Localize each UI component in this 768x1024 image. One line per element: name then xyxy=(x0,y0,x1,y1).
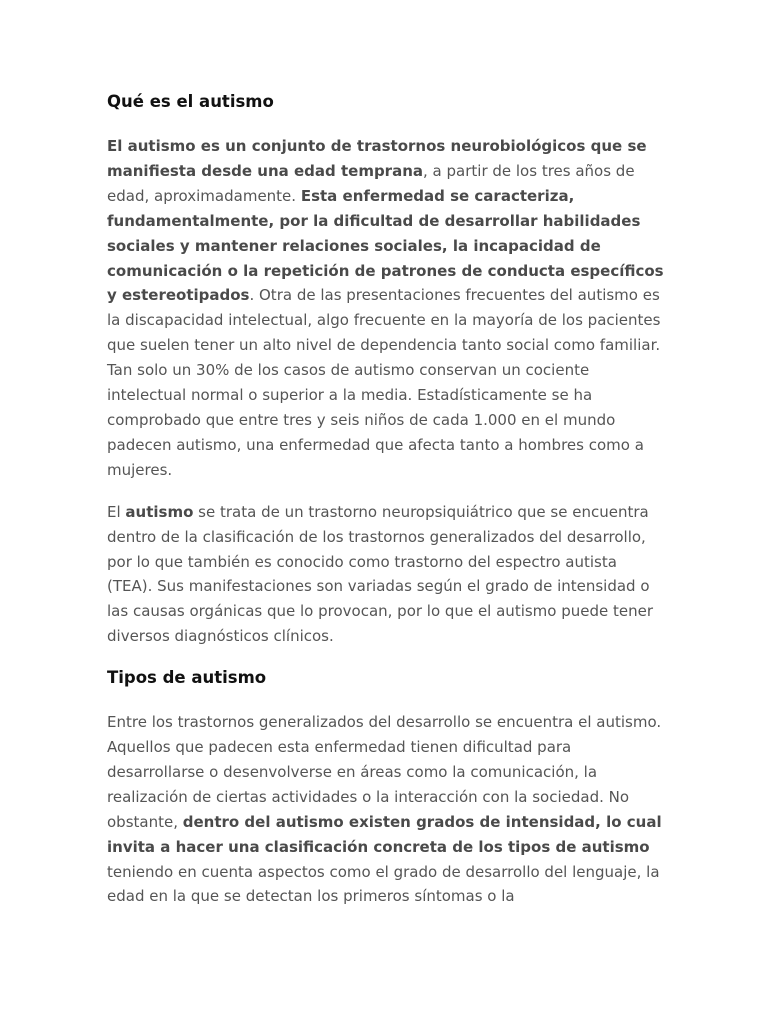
article xyxy=(107,90,667,926)
text-run: teniendo en cuenta aspectos como el grado de desarrollo del lenguaje, la edad en la que se detectan los primeros síntomas o la xyxy=(107,862,660,906)
text-run: Entre los trastornos generalizados del desarrollo se encuentra el autismo. Aquellos que padecen esta enfermedad tienen dificultad para desarrollarse o desenvolverse en áreas como la comunicación, la realización de ciertas actividades o la interacción con la sociedad. No obstante, xyxy=(107,713,662,831)
section-heading-tipos: Tipos de autismo xyxy=(107,668,267,688)
text-run: autismo xyxy=(125,502,194,521)
text-run: dentro del autismo existen grados de intensidad, lo cual invita a hacer una clasificación concreta de los tipos de autismo xyxy=(107,812,662,856)
text-run: El autismo es un conjunto de trastornos neurobiológicos que se manifiesta desde una edad temprana xyxy=(107,137,647,180)
paragraph-tipos xyxy=(107,710,667,909)
text-run: se trata de un trastorno neuropsiquiátrico que se encuentra dentro de la clasificación de los trastornos generalizados del desarrollo, por lo que también es conocido como trastorno del espectro autista (TEA). Sus manifestaciones son variadas según el grado de intensidad o las causas orgánicas que lo provocan, por lo que el autismo puede tener diversos diagnósticos clínicos. xyxy=(107,502,654,646)
text-run: Esta enfermedad se caracteriza, fundamentalmente, por la dificultad de desarrollar habilidades sociales y mantener relaciones sociales, la incapacidad de comunicación o la repetición de patrones de conducta específicos y estereotipados xyxy=(107,186,664,305)
paragraph-definition xyxy=(107,134,667,483)
text-run: . Otra de las presentaciones frecuentes del autismo es la discapacidad intelectual, algo frecuente en la mayoría de los pacientes que suelen tener un alto nivel de dependencia tanto social como familiar. Tan solo un 30% de los casos de autismo conservan un cociente intelectual normal o superior a la media. Estadísticamente se ha comprobado que entre tres y seis niños de cada 1.000 en el mundo padecen autismo, una enfermedad que afecta tanto a hombres como a mujeres. xyxy=(107,286,661,479)
text-run: , a partir de los tres años de edad, aproximadamente. xyxy=(107,161,635,205)
section-heading-que-es: Qué es el autismo xyxy=(107,92,274,111)
text-run: El xyxy=(107,502,126,521)
paragraph-neuropsiquiatrico xyxy=(107,500,667,649)
